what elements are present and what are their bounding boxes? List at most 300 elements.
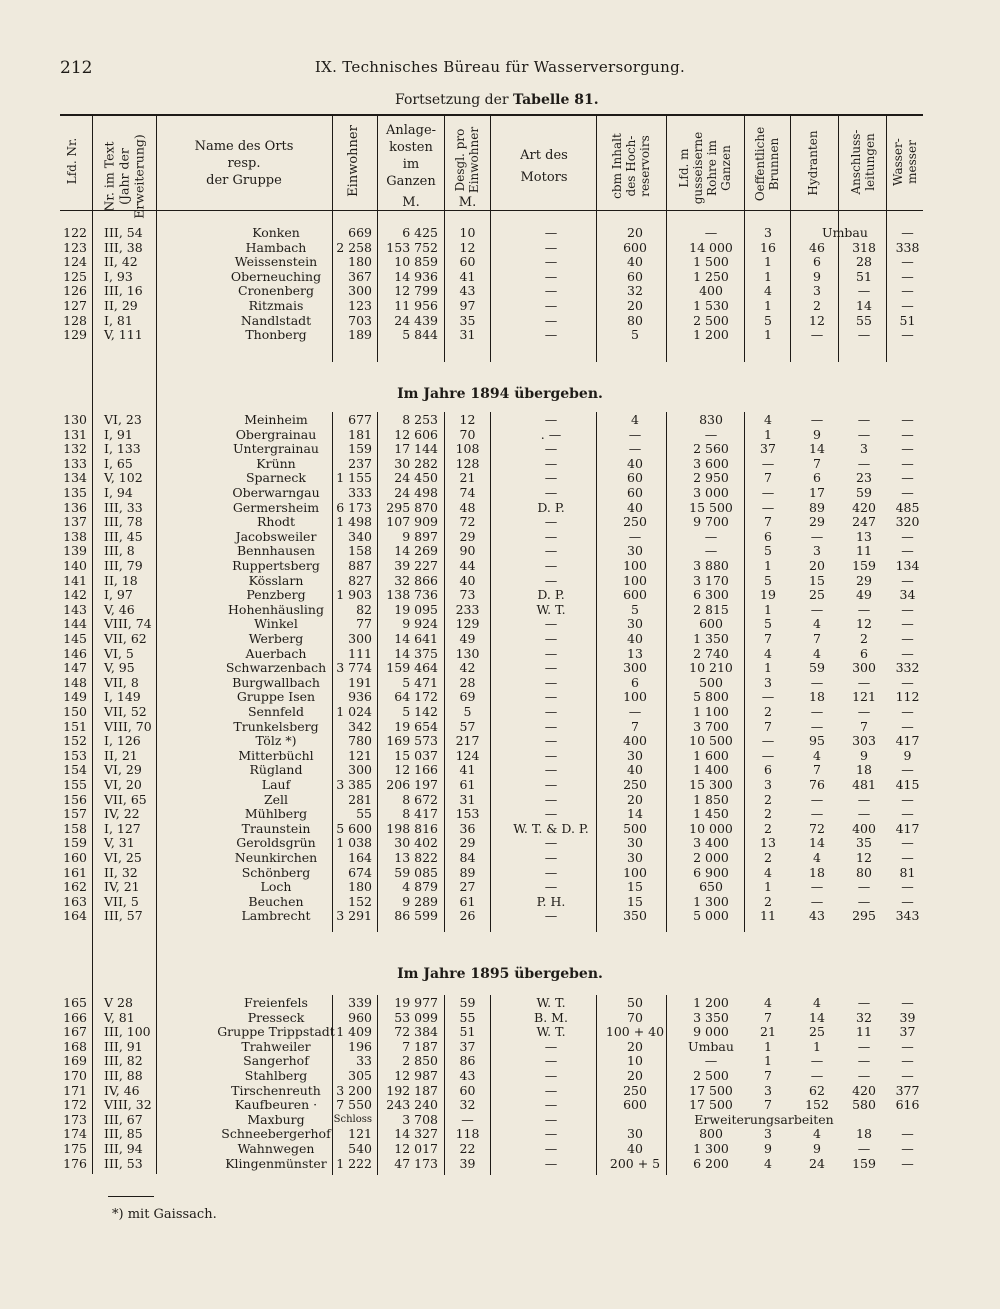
cell-hydranten: — [810,718,824,734]
cell-einwohner: 77 [356,616,372,632]
table-row [60,574,923,589]
cell-brunnen: 37 [760,441,776,457]
cell-motor: — [544,645,558,661]
cell-rohre: 2 500 [693,1068,729,1083]
cell-nr-im-text: VII, 5 [104,893,139,909]
cell-lfd-nr: 127 [63,298,87,313]
header-anlagekosten [378,122,444,190]
cell-rohre: 3 700 [693,718,729,734]
header-rohre: Lfd. m gusseiserne Rohre im Ganzen [677,131,733,205]
table-row [60,822,923,837]
cell-anlagekosten: 14 641 [394,631,438,646]
cell-name: Lambrecht [241,908,311,924]
cell-einwohner: 936 [348,689,372,705]
cell-lfd-nr: 149 [63,689,87,705]
cell-pro-einwohner: 69 [459,689,476,705]
cell-lfd-nr: 153 [63,747,87,763]
cell-anschluss: 3 [860,441,868,457]
cell-brunnen: 7 [764,718,772,734]
cell-einwohner: 82 [356,601,372,617]
cell-nr-im-text: III, 91 [104,1038,143,1054]
cell-hydranten: 76 [809,777,825,792]
cell-brunnen: 2 [764,806,772,822]
header-hydranten: Hydranten [806,130,820,196]
cell-cbm: 60 [627,268,643,284]
cell-brunnen: 5 [764,572,772,588]
cell-rohre: 1 200 [693,327,729,343]
cell-einwohner: 6 173 [336,499,372,515]
cell-brunnen: — [761,485,775,500]
cell-hydranten: 29 [809,514,825,530]
cell-motor: — [544,747,558,763]
cell-lfd-nr: 164 [63,908,87,924]
cell-wassermesser: 9 [903,747,912,763]
cell-brunnen: 1 [764,1053,772,1069]
cell-einwohner: 55 [356,806,372,822]
cell-pro-einwohner: 61 [459,893,476,909]
cell-lfd-nr: 170 [63,1068,87,1083]
cell-hydranten: — [810,704,824,719]
cell-brunnen: 3 [764,777,772,792]
table-row [60,705,923,720]
table-row [60,603,923,618]
cell-nr-im-text: V, 95 [104,660,135,676]
cell-anschluss: 11 [856,1024,872,1040]
cell-wassermesser: — [901,835,914,851]
cell-anlagekosten: 19 095 [394,601,438,617]
cell-hydranten: 14 [809,835,825,851]
cell-einwohner: 340 [348,528,372,544]
cell-name: Mühlberg [244,806,308,822]
cell-lfd-nr: 128 [63,312,87,328]
cell-brunnen: 7 [764,631,772,646]
table-row [60,515,923,530]
cell-anschluss: 9 [860,747,868,763]
cell-lfd-nr: 138 [63,528,87,544]
subtitle-prefix: Fortsetzung der [395,92,509,108]
header-name-line-1: Name des Orts [194,139,294,154]
cell-brunnen: 4 [764,1155,772,1171]
cell-brunnen: — [761,733,775,749]
cell-anschluss: — [857,791,871,807]
cell-cbm: — [628,426,642,442]
table-row [60,299,923,314]
cell-nr-im-text: II, 18 [104,572,138,588]
cell-pro-einwohner: 153 [455,806,480,822]
cell-einwohner: 158 [348,543,372,559]
cell-pro-einwohner: 57 [459,718,476,734]
cell-anschluss: 18 [856,1126,872,1142]
table-row [60,617,923,632]
cell-lfd-nr: 155 [63,777,87,792]
cell-nr-im-text: III, 53 [104,1155,143,1171]
table-row [60,676,923,691]
cell-anlagekosten: 159 464 [386,660,438,676]
cell-cbm: 400 [623,733,647,749]
cell-cbm: 15 [627,893,643,909]
cell-nr-im-text: I, 133 [104,441,141,457]
cell-brunnen: 4 [764,864,772,880]
cell-name: Ruppertsberg [232,558,320,573]
cell-lfd-nr: 152 [63,733,87,749]
cell-anschluss: — [857,704,871,719]
cell-wassermesser: — [901,283,914,299]
cell-name: Trahweiler [241,1038,311,1054]
cell-rohre: 2 815 [693,601,729,617]
cell-rohre: 2 560 [693,441,729,457]
cell-lfd-nr: 174 [63,1126,87,1142]
cell-wassermesser: — [901,718,914,734]
cell-hydranten: 20 [809,558,825,573]
cell-hydranten: — [810,879,824,895]
cell-lfd-nr: 130 [63,412,87,427]
cell-motor: — [544,777,558,792]
cell-anlagekosten: 17 144 [394,441,438,457]
cell-wassermesser: — [901,485,914,500]
cell-anlagekosten: 2 850 [402,1053,438,1069]
cell-anschluss: 420 [852,1082,876,1098]
cell-rohre: 500 [699,674,723,690]
cell-lfd-nr: 136 [63,499,87,515]
cell-einwohner: 1 903 [336,587,372,603]
cell-anschluss: 400 [852,820,876,836]
cell-brunnen: 5 [764,543,772,559]
cell-lfd-nr: 160 [63,850,87,865]
cell-name: Weissenstein [234,254,318,270]
cell-pro-einwohner: 29 [459,528,476,544]
cell-cbm: 7 [631,718,639,734]
cell-rohre: — [704,426,718,442]
cell-nr-im-text: I, 97 [104,587,133,603]
cell-brunnen: 13 [760,835,776,851]
header-desgl-pro-einwohner: Desgl. pro Einwohner [453,126,481,194]
cell-nr-im-text: III, 88 [104,1068,143,1083]
cell-rohre: 1 100 [693,704,729,719]
cell-cbm: 70 [627,1009,643,1025]
cell-cbm: 100 [623,558,647,573]
cell-cbm: 32 [627,283,643,299]
cell-pro-einwohner: 74 [459,485,476,500]
cell-wassermesser: — [901,1053,914,1069]
cell-einwohner: 887 [348,558,372,573]
table-row [60,734,923,749]
cell-motor: — [544,455,558,471]
cell-brunnen: 1 [764,268,772,284]
cell-hydranten: 25 [809,587,825,603]
cell-nr-im-text: III, 57 [104,908,143,924]
cell-hydranten: 4 [813,747,821,763]
cell-nr-im-text: II, 29 [104,298,138,313]
cell-pro-einwohner: 51 [459,1024,476,1040]
table-row [60,226,923,241]
cell-lfd-nr: 132 [63,441,87,457]
table-row [60,314,923,329]
cell-name: Konken [252,225,300,240]
cell-lfd-nr: 134 [63,470,87,486]
cell-motor: W. T. & D. P. [513,820,589,836]
cell-nr-im-text: IV, 21 [104,879,140,895]
cell-motor: — [544,689,558,705]
cell-cbm: 200 + 5 [609,1155,661,1171]
cell-anlagekosten: 72 384 [394,1024,438,1040]
cell-cbm: 80 [627,312,643,328]
cell-hydranten: 95 [809,733,825,749]
cell-rohre: 3 880 [693,558,729,573]
cell-name: Oberwarngau [232,485,320,500]
footnote: *) mit Gaissach. [112,1207,217,1222]
cell-pro-einwohner: 217 [455,733,480,749]
cell-lfd-nr: 167 [63,1024,87,1040]
cell-hydranten: 3 [813,543,821,559]
cell-pro-einwohner: 44 [459,558,476,573]
cell-anlagekosten: 24 439 [394,312,438,328]
cell-anschluss: 18 [856,762,872,778]
cell-name: Lauf [261,777,291,792]
cell-wassermesser: — [901,298,914,313]
cell-motor: — [544,616,558,632]
cell-hydranten: 14 [809,1009,825,1025]
cell-einwohner: 305 [348,1068,372,1083]
cell-rohre: 2 740 [693,645,729,661]
cell-nr-im-text: VII, 52 [104,704,147,719]
cell-pro-einwohner: 97 [459,298,476,313]
cell-anschluss: 247 [852,514,876,530]
cell-rohre: 1 300 [693,893,729,909]
cell-einwohner: 339 [348,995,372,1010]
cell-anlagekosten: 9 897 [402,528,438,544]
cell-nr-im-text: VI, 20 [104,777,142,792]
header-anlage-line-1: Anlage- [385,123,437,138]
cell-wassermesser: — [901,254,914,270]
cell-brunnen: 6 [764,528,772,544]
cell-brunnen: 1 [764,298,772,313]
cell-lfd-nr: 172 [63,1097,87,1113]
cell-rohre: — [704,528,718,544]
cell-name: Trunkelsberg [233,718,319,734]
cell-brunnen: 1 [764,426,772,442]
cell-lfd-nr: 139 [63,543,87,559]
cell-einwohner: 196 [348,1038,372,1054]
cell-motor: — [544,879,558,895]
cell-rohre: 2 950 [693,470,729,486]
cell-name: Thonberg [245,327,307,343]
cell-anschluss: 7 [860,718,868,734]
cell-motor: — [544,1082,558,1098]
cell-anschluss: 13 [856,528,872,544]
cell-pro-einwohner: 36 [459,820,476,836]
cell-cbm: 250 [623,514,647,530]
cell-einwohner: 677 [348,412,372,427]
cell-lfd-nr: 150 [63,704,87,719]
cell-name: Untergrainau [233,441,319,457]
cell-name: Maxburg [247,1111,305,1127]
cell-motor: — [544,631,558,646]
section-title-1894: Im Jahre 1894 übergeben. [397,386,603,402]
cell-name: Meinheim [244,412,308,427]
cell-motor: — [544,298,558,313]
cell-anlagekosten: 295 870 [386,499,438,515]
cell-motor: — [544,908,558,924]
cell-cbm: 60 [627,470,643,486]
cell-pro-einwohner: 43 [459,283,476,299]
cell-lfd-nr: 169 [63,1053,87,1069]
cell-brunnen: 7 [764,514,772,530]
cell-lfd-nr: 133 [63,455,87,471]
cell-wassermesser: 320 [895,514,920,530]
cell-anschluss: 12 [856,850,872,865]
header-desgl-unit: M. [458,195,477,210]
cell-wassermesser: — [901,572,914,588]
cell-name: Ritzmais [248,298,304,313]
cell-hydranten: 18 [809,689,825,705]
cell-pro-einwohner: 233 [455,601,480,617]
table-row [60,486,923,501]
cell-anlagekosten: 10 859 [394,254,438,270]
cell-name: Krünn [256,455,296,471]
cell-lfd-nr: 126 [63,283,87,299]
cell-nr-im-text: III, 67 [104,1111,143,1127]
running-head: IX. Technisches Büreau für Wasserversorgung. [314,58,686,76]
cell-name: Geroldsgrün [236,835,316,851]
cell-anlagekosten: 12 017 [394,1141,438,1156]
cell-hydranten: 6 [813,470,821,486]
cell-pro-einwohner: 31 [459,327,476,343]
cell-cbm: 30 [627,747,643,763]
cell-lfd-nr: 159 [63,835,87,851]
cell-anlagekosten: 12 987 [394,1068,438,1083]
cell-nr-im-text: I, 65 [104,455,133,471]
cell-anlagekosten: 39 227 [394,558,438,573]
cell-lfd-nr: 161 [63,864,87,880]
cell-hydranten: 9 [813,1141,821,1156]
cell-hydranten: 62 [809,1082,825,1098]
cell-wassermesser: 39 [899,1009,916,1025]
table-row [60,632,923,647]
cell-rohre: 1 500 [693,254,729,270]
cell-anschluss: — [857,995,871,1010]
header-anlage-line-3: im [402,157,420,172]
cell-motor: — [544,268,558,284]
cell-anlagekosten: 59 085 [394,864,438,880]
cell-wassermesser: — [901,412,914,427]
cell-wassermesser: 81 [899,864,916,880]
cell-einwohner: 703 [348,312,372,328]
cell-anlagekosten: 53 099 [394,1009,438,1025]
cell-wassermesser: — [901,455,914,471]
cell-hydranten: 4 [813,850,821,865]
cell-anschluss: 32 [856,1009,872,1025]
cell-wassermesser: — [901,893,914,909]
cell-wassermesser: — [901,470,914,486]
cell-einwohner: 111 [348,645,372,661]
cell-wassermesser: — [901,850,914,865]
cell-wassermesser: 485 [895,499,920,515]
cell-nr-im-text: VII, 8 [104,674,139,690]
cell-rohre: 6 300 [693,587,729,603]
cell-einwohner: 164 [348,850,372,865]
cell-brunnen: 6 [764,762,772,778]
cell-motor: — [544,1141,558,1156]
cell-pro-einwohner: 39 [459,1155,476,1171]
cell-motor: — [544,1068,558,1083]
cell-motor: — [544,864,558,880]
cell-pro-einwohner: 128 [455,455,480,471]
cell-nr-im-text: III, 45 [104,528,143,544]
cell-lfd-nr: 146 [63,645,87,661]
cell-motor: — [544,412,558,427]
cell-anschluss: 2 [860,631,868,646]
cell-wassermesser: — [901,225,914,240]
cell-lfd-nr: 175 [63,1141,87,1156]
cell-brunnen: 11 [760,908,776,924]
cell-brunnen: 4 [764,412,772,427]
cell-cbm: 250 [623,777,647,792]
subtitle-table-ref: Tabelle 81. [513,92,599,108]
cell-wassermesser: — [901,879,914,895]
cell-anschluss: 23 [856,470,872,486]
cell-hydranten: 18 [809,864,825,880]
cell-anschluss: — [857,806,871,822]
cell-brunnen: — [761,455,775,471]
cell-rohre: 10 210 [689,660,733,676]
cell-anlagekosten: 8 672 [402,791,438,807]
cell-einwohner: 7 550 [336,1097,372,1113]
table-row [60,1054,923,1069]
cell-lfd-nr: 151 [63,718,87,734]
cell-hydranten: — [810,674,824,690]
cell-anschluss: — [857,601,871,617]
cell-nr-im-text: III, 100 [104,1024,151,1040]
cell-anschluss: 35 [856,835,872,851]
table-row [60,866,923,881]
cell-rohre: — [704,543,718,559]
cell-pro-einwohner: 86 [459,1053,476,1069]
table-row [60,328,923,343]
cell-motor: — [544,791,558,807]
cell-motor: — [544,528,558,544]
cell-rohre: 1 530 [693,298,729,313]
cell-lfd-nr: 122 [63,225,87,240]
cell-einwohner: 180 [348,254,372,270]
cell-motor: — [544,850,558,865]
header-name-line-2: resp. [227,156,261,171]
cell-hydranten: 24 [809,1155,825,1171]
cell-nr-im-text: V, 102 [104,470,143,486]
cell-lfd-nr: 135 [63,485,87,500]
cell-rohre: 1 850 [693,791,729,807]
cell-motor: D. P. [537,587,565,603]
cell-hydranten: Umbau [822,225,868,240]
cell-anschluss: 51 [856,268,872,284]
cell-cbm: 20 [627,225,643,240]
cell-anlagekosten: 243 240 [386,1097,438,1113]
cell-rohre: 1 350 [693,631,729,646]
cell-rohre: 15 300 [689,777,733,792]
cell-einwohner: 1 024 [336,704,372,719]
table-row [60,428,923,443]
cell-brunnen: 1 [764,1038,772,1054]
cell-name: Stahlberg [244,1068,308,1083]
cell-anlagekosten: 24 498 [394,485,438,500]
cell-cbm: 5 [631,327,639,343]
cell-nr-im-text: II, 32 [104,864,138,880]
cell-rohre: 1 600 [693,747,729,763]
cell-motor: — [544,1126,558,1142]
cell-hydranten: — [810,806,824,822]
cell-anschluss: 55 [856,312,872,328]
cell-pro-einwohner: — [461,1111,474,1127]
cell-motor: — [544,835,558,851]
